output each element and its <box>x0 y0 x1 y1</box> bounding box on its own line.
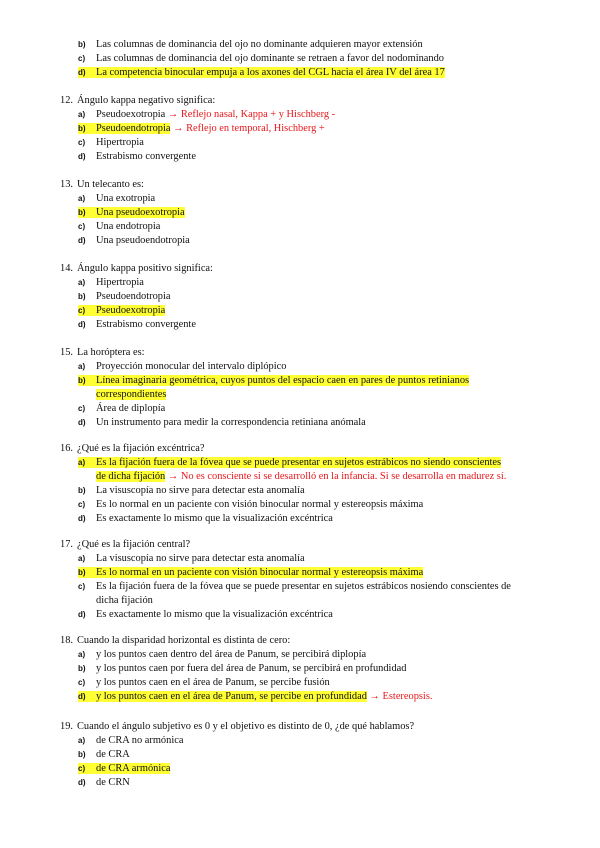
q16-option-d: d) Es exactamente lo mismo que la visualización excéntrica <box>78 513 333 524</box>
question-15: 15. La horóptera es: <box>60 347 145 358</box>
q16-option-a: a) Es la fijación fuera de la fóvea que se puede presentar en sujetos estrábicos no siendo conscientes <box>78 457 502 468</box>
question-12: 12. Ángulo kappa negativo significa: <box>60 95 216 106</box>
q12-option-a: a) Pseudoexotropia → Reflejo nasal, Kappa + y Hischberg - <box>78 109 336 120</box>
q19-option-a: a) de CRA no armónica <box>78 735 184 746</box>
q14-option-c: c) Pseudoexotropia <box>78 305 166 316</box>
q12-b-note: → Reflejo en temporal, Hischberg + <box>173 123 325 134</box>
question-19: 19. Cuando el ángulo subjetivo es 0 y el objetivo es distinto de 0, ¿de qué hablamos? <box>60 721 415 732</box>
q17-option-c: c) Es la fijación fuera de la fóvea que se puede presentar en sujetos estrábicos nosiendo conscientes de <box>78 581 511 592</box>
q16-option-a-continued: de dicha fijación → No es consciente si se desarrolló en la infancia. Si se desarrolla en madurez sí. <box>96 471 507 482</box>
q12-option-b: b) Pseudoendotropia → Reflejo en temporal, Hischberg + <box>78 123 325 134</box>
q16-a-note: → No es consciente si se desarrolló en la infancia. Si se desarrolla en madurez sí. <box>167 471 507 482</box>
q19-option-d: d) de CRN <box>78 777 130 788</box>
q14-option-b: b) Pseudoendotropia <box>78 291 171 302</box>
q12-option-d: d) Estrabismo convergente <box>78 151 196 162</box>
q13-option-a: a) Una exotropia <box>78 193 156 204</box>
q14-option-a: a) Hipertropia <box>78 277 144 288</box>
q18-d-note: → Estereopsis. <box>369 691 433 702</box>
q19-option-c: c) de CRA armónica <box>78 763 171 774</box>
q13-option-b: b) Una pseudoexotropia <box>78 207 185 218</box>
question-16: 16. ¿Qué es la fijación excéntrica? <box>60 443 205 454</box>
q14-option-d: d) Estrabismo convergente <box>78 319 196 330</box>
q12-a-note: → Reflejo nasal, Kappa + y Hischberg - <box>167 109 336 120</box>
option-c: c) Las columnas de dominancia del ojo dominante se retraen a favor del nodominando <box>78 53 444 64</box>
question-13: 13. Un telecanto es: <box>60 179 144 190</box>
q17-option-a: a) La visuscopía no sirve para detectar esta anomalía <box>78 553 305 564</box>
q15-option-a: a) Proyección monocular del intervalo diplópico <box>78 361 287 372</box>
q12-option-c: c) Hipertropia <box>78 137 144 148</box>
q15-option-c: c) Área de diplopía <box>78 403 166 414</box>
option-b: b) Las columnas de dominancia del ojo no dominante adquieren mayor extensión <box>78 39 423 50</box>
q17-option-b: b) Es lo normal en un paciente con visión binocular normal y estereopsis máxima <box>78 567 424 578</box>
q13-option-c: c) Una endotropia <box>78 221 161 232</box>
q16-option-b: b) La visuscopía no sirve para detectar esta anomalía <box>78 485 305 496</box>
q15-option-b-continued: correspondientes <box>96 389 167 400</box>
option-d-highlighted: d) La competencia binocular empuja a los axones del CGL hacia el área IV del área 17 <box>78 67 445 78</box>
question-18: 18. Cuando la disparidad horizontal es distinta de cero: <box>60 635 291 646</box>
q18-option-d: d) y los puntos caen en el área de Panum, se percibe en profundidad → Estereopsis. <box>78 691 433 702</box>
q18-option-c: c) y los puntos caen en el área de Panum, se percibe fusión <box>78 677 330 688</box>
q15-option-b: b) Línea imaginaria geométrica, cuyos puntos del espacio caen en pares de puntos retinianos <box>78 375 470 386</box>
q18-option-b: b) y los puntos caen por fuera del área de Panum, se percibirá en profundidad <box>78 663 407 674</box>
q16-option-c: c) Es lo normal en un paciente con visión binocular normal y estereopsis máxima <box>78 499 424 510</box>
question-17: 17. ¿Qué es la fijación central? <box>60 539 191 550</box>
q15-option-d: d) Un instrumento para medir la correspondencia retiniana anómala <box>78 417 366 428</box>
q18-option-a: a) y los puntos caen dentro del área de Panum, se percibirá diplopía <box>78 649 367 660</box>
q17-option-d: d) Es exactamente lo mismo que la visualización excéntrica <box>78 609 333 620</box>
question-14: 14. Ángulo kappa positivo significa: <box>60 263 213 274</box>
q13-option-d: d) Una pseudoendotropia <box>78 235 190 246</box>
q17-option-c-continued: dicha fijación <box>96 595 153 606</box>
q19-option-b: b) de CRA <box>78 749 130 760</box>
